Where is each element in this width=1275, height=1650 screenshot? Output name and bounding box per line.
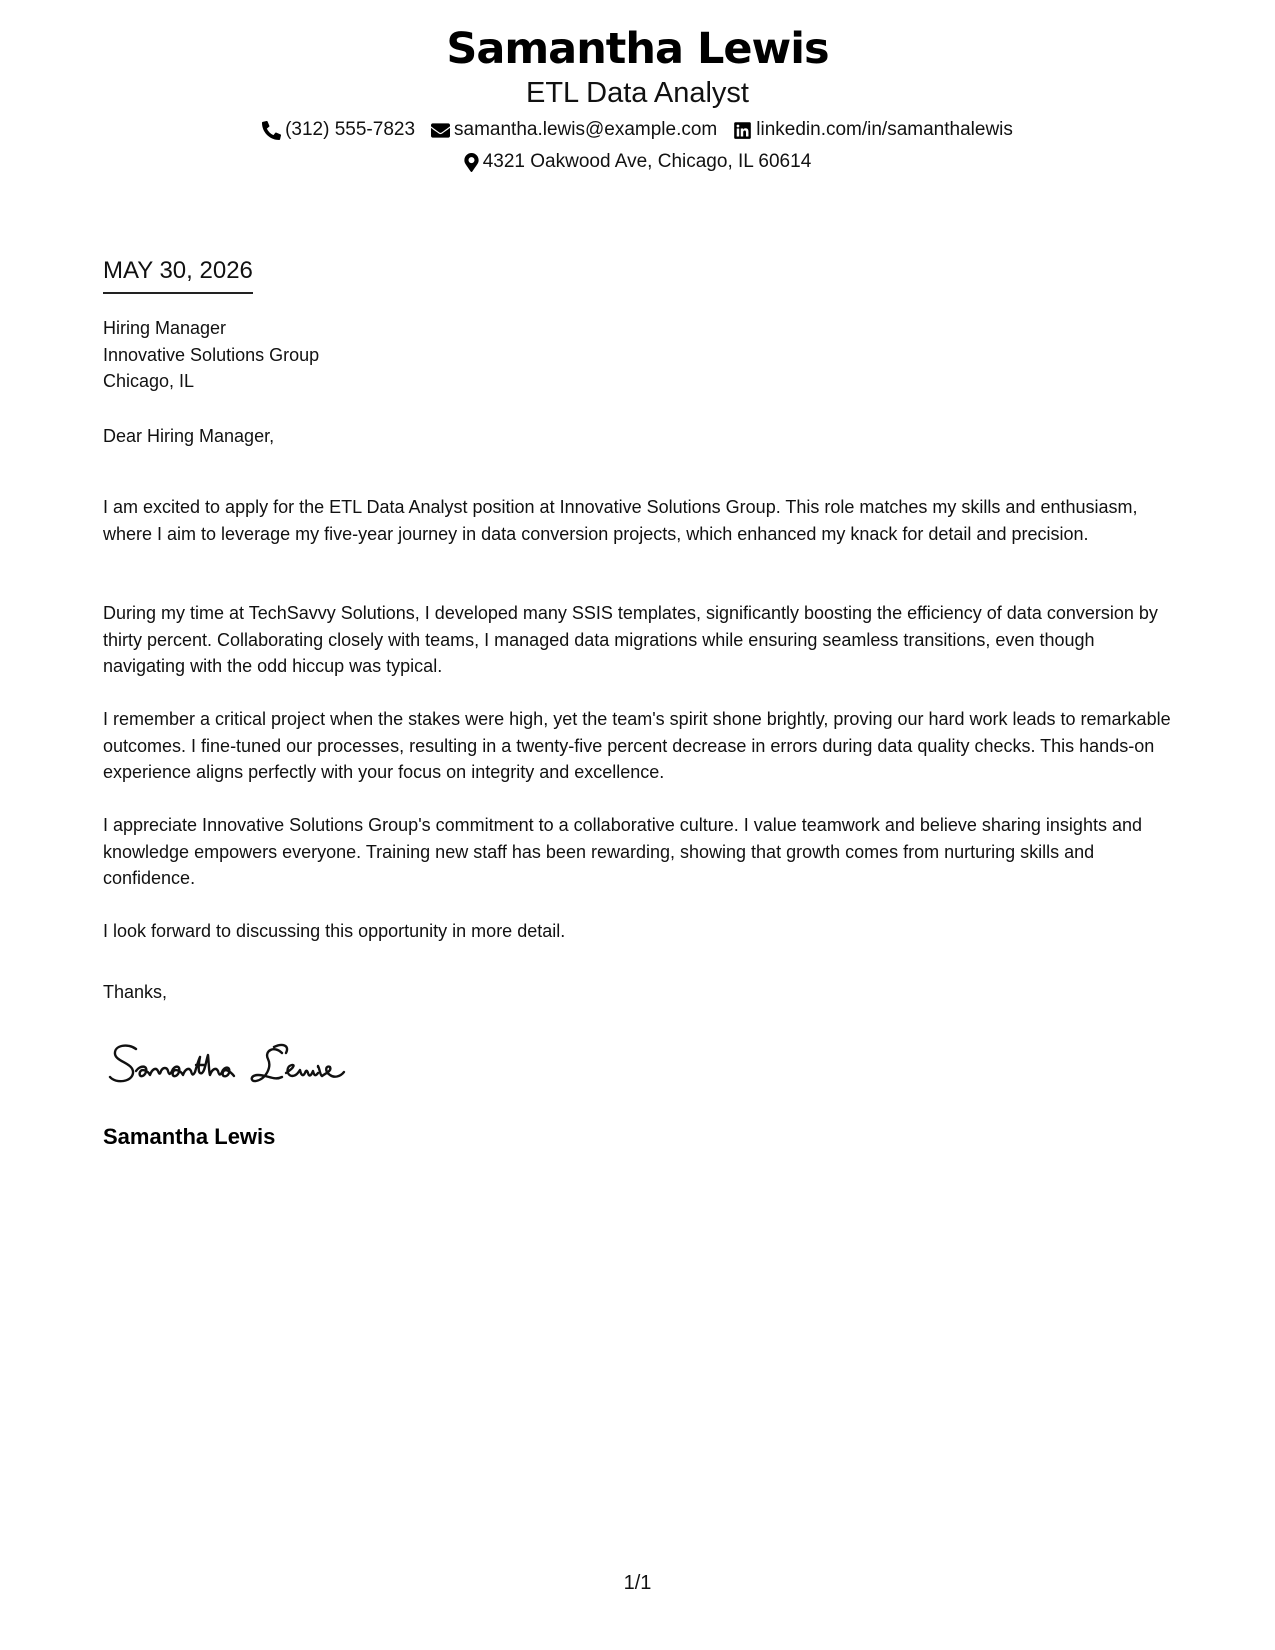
page-number: 1/1 bbox=[623, 1572, 652, 1594]
email-text: samantha.lewis@example.com bbox=[454, 119, 718, 140]
phone-text: (312) 555-7823 bbox=[285, 119, 416, 140]
contact-email[interactable] bbox=[431, 118, 717, 142]
closing: Thanks, bbox=[103, 982, 168, 1002]
applicant-role: ETL Data Analyst bbox=[526, 77, 749, 109]
letter-header bbox=[0, 22, 1275, 174]
contact-line-primary bbox=[0, 118, 1275, 142]
recipient-title: Hiring Manager bbox=[103, 318, 227, 338]
recipient-block bbox=[103, 315, 1173, 395]
body-paragraph: During my time at TechSavvy Solutions, I developed many SSIS templates, significantly boosting the efficiency of data conversion by thirty percent. Collaborating closely with teams, I managed data migrations while ensuring seamless transitions, even though navigating with the odd hiccup was typical. bbox=[103, 603, 1158, 676]
recipient-company: Innovative Solutions Group bbox=[103, 344, 320, 365]
body-paragraph: I look forward to discussing this opportunity in more detail. bbox=[103, 921, 566, 941]
contact-address bbox=[464, 150, 812, 174]
body-paragraph: I remember a critical project when the stakes were high, yet the team's spirit shone brightly, proving our hard work leads to remarkable outcomes. I fine-tuned our processes, resulting in a twenty-five percent decrease in errors during data quality checks. This hands-on experience aligns perfectly with your focus on integrity and excellence. bbox=[103, 709, 1171, 782]
address-text: 4321 Oakwood Ave, Chicago, IL 60614 bbox=[482, 151, 812, 172]
body-paragraph: I am excited to apply for the ETL Data Analyst position at Innovative Solutions Group. This role matches my skills and enthusiasm, where I aim to leverage my five-year journey in data conversion projects, which enhanced my knack for detail and precision. bbox=[103, 497, 1138, 544]
phone-icon bbox=[262, 121, 281, 140]
recipient-location: Chicago, IL bbox=[103, 371, 195, 391]
map-marker-icon bbox=[464, 153, 479, 172]
envelope-icon bbox=[431, 121, 450, 140]
contact-linkedin[interactable] bbox=[733, 118, 1013, 142]
body-paragraph: I appreciate Innovative Solutions Group's commitment to a collaborative culture. I value teamwork and believe sharing insights and knowledge empowers everyone. Training new staff has been rewarding, showing that growth comes from nurturing skills and confidence. bbox=[103, 815, 1142, 888]
salutation: Dear Hiring Manager, bbox=[103, 426, 275, 446]
contact-line-address bbox=[0, 150, 1275, 174]
handwritten-signature bbox=[106, 1035, 366, 1095]
linkedin-text: linkedin.com/in/samanthalewis bbox=[756, 119, 1013, 140]
letter-date: MAY 30, 2026 bbox=[103, 256, 253, 294]
applicant-name: Samantha Lewis bbox=[446, 24, 829, 74]
signer-name: Samantha Lewis bbox=[103, 1124, 276, 1149]
linkedin-icon bbox=[733, 121, 752, 140]
contact-phone bbox=[262, 118, 415, 142]
